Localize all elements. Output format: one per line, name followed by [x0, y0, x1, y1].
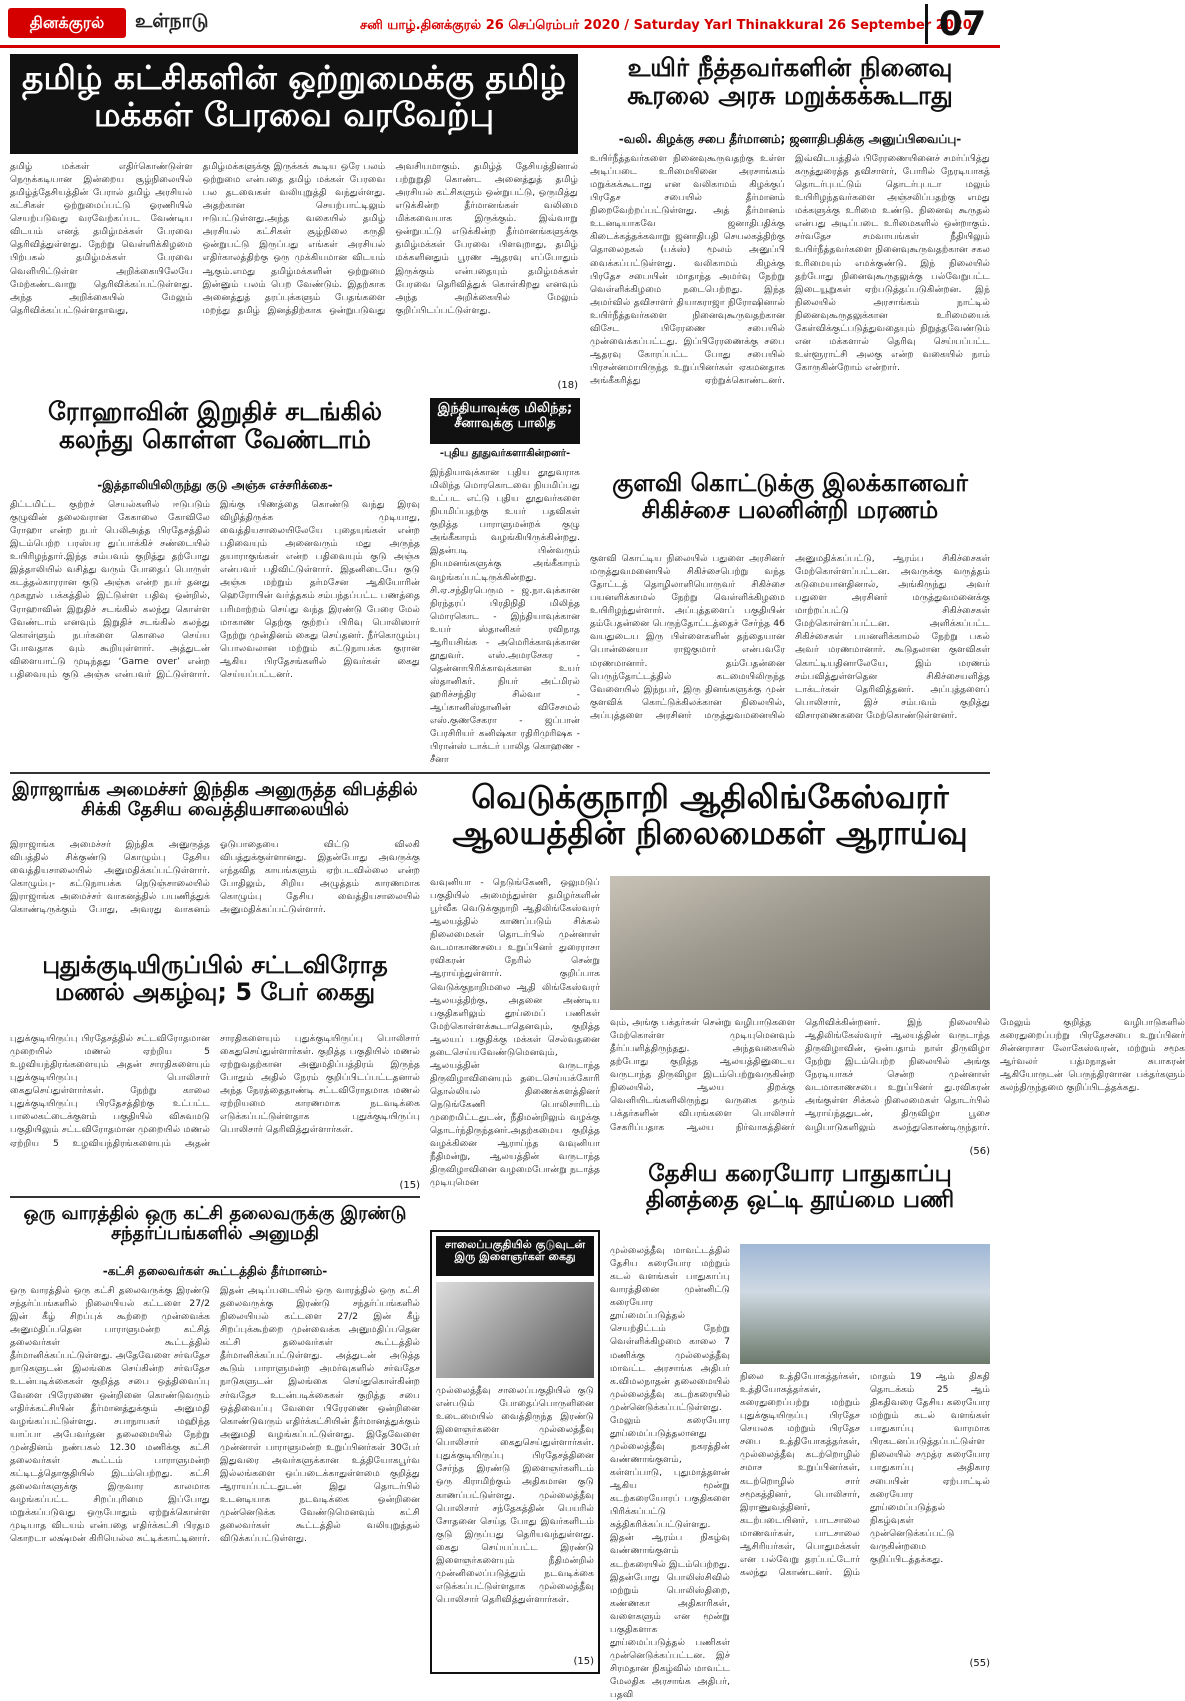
article-ref: (18) — [557, 380, 578, 391]
article-body: இராஜாங்க அமைச்சர் இந்திக அனுருத்த விபத்தில் சிக்குண்டு கொழும்பு தேசிய வைத்தியசாலையில் அனுமதிக்கப்பட்டுள்ளார். கொழும்பு- கட்டுநாயக்க நெடுஞ்சாலையில் இராஜாங்க அமைச்சர் வாகனத்தில் பயணித்துக் கொண்டிருக்கும் போது, அவரது வாகனம் ஓடுபாதையை விட்டு விலகி விபத்துக்குள்ளானது. இதன்போது அவருக்கு எந்தவித காயங்களும் ஏற்படவில்லை என்ற போதிலும், சிறிய அழுத்தம் காரணமாக கொழும்பு தேசிய வைத்தியசாலையில் அனுமதிக்கப்பட்டுள்ளார். — [10, 839, 420, 916]
article-subhead: -கட்சி தலைவர்கள் கூட்டத்தில் தீர்மானம்- — [102, 1264, 328, 1278]
article-body: நிலை உத்தியோகத்தர்கள், உத்தியோகத்தர்கள், கரைதுறைப்பற்று மற்றும் புதுக்குடியிருப்பு பிரதேச செயலக மற்றும் பிரதேச சபை உத்தியோகத்தர்கள், முல்லைத்தீவு கடற்றொழில் சமாச உறுப்பினர்கள், கடற்றொழில் சார் சமூகத்தினர், பொலிசார், இராணுவத்தினர், கடற்படையினர், பாடசாலை மாணவர்கள், பாடசாலை ஆசிரியர்கள், பொதுமக்கள் என பல்வேறு தரப்பட்டோர் கலந்து கொண்டனர். இம் மாதம் 19 ஆம் திகதி தொடக்கம் 25 ஆம் திகதிவரை தேசிய கரையோர மற்றும் கடல் வளங்கள் பாதுகாப்பு வாரமாக பிரகடனப்படுத்தப்பட்டுள்ள நிலையில் சமுத்ர கரையோர பாதுகாப்பு அதிகார சபையின் ஏற்பாட்டில் கரையோர தூய்மைப்படுத்தல் நிகழ்வுகள் முன்னெடுக்கப்பட்டு வருகின்றமை குறிப்பிடத்தக்கது. — [740, 1371, 990, 1578]
article-body: இந்தியாவுக்கான புதிய தூதுவராக மிலிந்த மொரகொடவை நியமிப்பது உட்பட எட்டு புதிய தூதுவர்களை நியமிப்பதற்கு உயர் பதவிகள் குறித்த பாராளுமன்றக் குழு அங்கீகாரம் வழங்கியிருக்கின்றது. இதன்படி பின்வரும் நியமனங்களுக்கு அங்கீகாரம் வழங்கப்பட்டிருக்கின்றது. சி.ஏ.சந்திரபெரும - ஜ.நா.வுக்கான நிரந்தரப் பிரதிநிதி மிலிந்த மொரகொட - இந்தியாவுக்கான உயர் ஸ்தானிகர் ரவிநாத ஆரியசிங்க - அமெரிக்காவுக்கான தூதுவர். எஸ்.அமரசேகர - தென்னாபிரிக்காவுக்கான உயர் ஸ்தானிகர். நியர் அட்மிரல் ஹரிச்சந்திர சில்வா - ஆப்கானிஸ்தானின் விசேசமல் எஸ்.குணசேகரா - ஜப்பான் பேரசிரியர் கனிஷ்கா ரதிரிமுரிஷக - பிரான்ஸ் டாக்டர் பாலித கொஹண - சீனா — [430, 467, 580, 766]
article-ref: (15) — [399, 1180, 420, 1191]
article-headline: தமிழ் கட்சிகளின் ஒற்றுமைக்கு தமிழ் மக்கள் பேரவை வரவேற்பு — [10, 54, 578, 154]
article-body: வும், அங்கு பக்தர்கள் சென்று வழிபாடுகளை மேற்கொள்ள முடியுமெனவும் தீர்ப்பளித்திருந்தது. அந்தவகையில் தற்போது குறித்த ஆலயத்தினுடைய வருடாந்த திருவிழா இடம்பெற்றுவருகின்ற நிலையில், ஆலய திறக்கு வெளியிடங்களிலிருந்து வருகை தரும் பக்தர்களின் விபரங்களை பொலிசார் சேகரிப்பதாக ஆலய நிர்வாகத்தினர் தெரிவிக்கின்றனர். இந் நிலையில் ஆதிலிங்கேஸ்வரர் ஆலயத்தின் வருடாந்த திருவிழாவின், ஒன்பதாம் நாள் திருவிழா நேற்று இடம்பெற்ற நிலையில் அங்கு நேரடியாகச் சென்ற முன்னாள் வடமாகாணசபை உறுப்பினர் து.ரவிகரன் அங்குள்ள சிக்கல் நிலைமைகள் தொடர்பில் ஆராய்ந்ததுடன், திருவிழா பூசை வழிபாடுகளிலும் கலந்துகொண்டிருந்தார். மேலும் குறித்த வழிபாடுகளில் கரைதுறைப்பற்று பிரதேசசபை உறுப்பினர் சின்னராசா லோகேஸ்வரன், மற்றும் சமூக ஆர்வலர் பத்மநாதன் சுபாகரன் ஆகியோருடன் பெருந்திரளான பக்தர்களும் கலந்திருந்தமை குறிப்பிடத்தக்கது. — [610, 1017, 1185, 1133]
article-headline: இராஜாங்க அமைச்சர் இந்திக அனுருத்த விபத்தில் சிக்கி தேசிய வைத்தியசாலையில் — [12, 779, 418, 821]
article-headline: தேசிய கரையோர பாதுகாப்பு தினத்தை ஒட்டி தூய்மை பணி — [645, 1161, 955, 1213]
article-body: ஒரு வாரத்தில் ஒரு கட்சி தலைவருக்கு இரண்டு சந்தர்ப்பங்களில் நிலையியல் கட்டளை 27/2 இன் கீழ் சிறப்புக் கூற்றை முன்வைக்க அனுமதிப்பதென பாராளுமன்ற கட்சித் தலைவர்கள் கூட்டத்தில் தீர்மானிக்கப்பட்டுள்ளது. அதேவேளை சர்வதேச நாடுகளுடன் இலங்கை செய்கின்ற சர்வதேச உடன்படிக்கைகள் குறித்த சபை ஒத்திவைப்பு வேளை பிரேரணை ஒன்றினை கொண்டுவரும் எதிர்க்கட்சியின் தீர்மானத்துக்கும் அனுமதி வழங்கப்பட்டுள்ளது. சபாநாயகர் மஹிந்த யாப்பா அபேவர்தன தலைமையில் நேற்று முன்தினம் நண்பகல் 12.30 மணிக்கு கட்சி தலைவர்கள் கூட்டம் பாராளுமன்ற கட்டிடத்தொகுதியில் இடம்பெற்றது. கட்சி தலைவர்களுக்கு இருவார காலமாக வழங்கப்பட்ட சிறப்புரிமை இப்போது மறுக்கப்படுவது ஒருபோதும் ஏற்றுக்கொள்ள முடியாத விடயம் என்பதை எதிர்க்கட்சி பிரதம கொறடா லக்ஷ்மன் கிரியெல்ல சுட்டிக்காட்டினார். இதன் அடிப்படையில் ஒரு வாரத்தில் ஒரு கட்சி தலைவருக்கு இரண்டு சந்தர்ப்பங்களில் நிலையியல் கட்டளை 27/2 இன் கீழ் சிறப்புக்கூற்றை முன்வைக்க அனுமதிப்பதென கட்சி தலைவர்கள் கூட்டத்தில் தீர்மானிக்கப்பட்டுள்ளது. அத்துடன் அடுத்த கூடும் பாராளுமன்ற அமர்வுகளில் சர்வதேச நாடுகளுடன் இலங்கை செய்துகொள்கின்ற சர்வதேச உடன்படிக்கைகள் குறித்த சபை ஒத்திவைப்பு வேளை பிரேரணை ஒன்றினை கொண்டுவரும் எதிர்க்கட்சியின் தீர்மானத்துக்கும் அனுமதி வழங்கப்பட்டுள்ளது. இதேவேளை முன்னாள் பாராளுமன்ற உறுப்பினர்கள் 30பேர் இதுவரை அவர்களுக்கான உத்தியோகபூர்வ இல்லங்களை ஒப்படைக்காதுள்ளமை குறித்து ஆராயப்பட்டதுடன் இது தொடர்பில் உடனடியாக நடவடிக்கை ஒன்றினை முன்னெடுக்க வேண்டுமெனவும் கட்சி தலைவர்கள் கூட்டத்தில் வலியுறுத்தல் விடுக்கப்பட்டுள்ளது. — [10, 1285, 420, 1545]
article-body: தமிழ் மக்கள் எதிர்கொண்டுள்ள நெருக்கடியான இன்றைய சூழ்நிலையில் தமிழ்த்தேசியத்தின் பேரால் தமிழ் அரசியல் கட்சிகள் ஒற்றுமைப்பட்டு ஓரணியில் செயற்படுவது வரவேற்கப்பட வேண்டிய விடயம் எனத் தமிழ்மக்கள் பேரவை தெரிவித்துள்ளது. நேற்று வெள்ளிக்கிழமை பிற்பகல் தமிழ்மக்கள் பேரவை வெளியிட்டுள்ள அறிக்கையிலேயே மேற்கண்டவாறு தெரிவிக்கப்பட்டுள்ளது. அந்த அறிக்கையில் மேலும் தெரிவிக்கப்பட்டுள்ளதாவது, தமிழ்மக்களுக்கு இருக்கக் கூடிய ஒரே பலம் ஒற்றுமை என்பதை தமிழ் மக்கள் பேரவை பல தடவைகள் வலியுறுத்தி வந்துள்ளது. அதற்கான செயற்பாட்டிலும் ஈடுபட்டுள்ளது.அந்த வகையில் தமிழ் அரசியல் கட்சிகள் சூழ்நிலை கருதி ஒன்றுபட்டு இருப்பது எங்கள் அரசியல் எதிர்காலத்திற்கு ஒரு முக்கியமான விடயம் ஆகும்.எமது தமிழ்மக்களின் ஒற்றுமை இன்னும் பலம் பெற வேண்டும். இதற்காக அனைத்துத் தரப்புக்களும் பேதங்களை மறந்து தமிழ் இனத்திற்காக ஒன்றுபடுவது அவசியமாகும். தமிழ்த் தேசியத்தினால் பற்றுறுதி கொண்ட அனைத்துத் தமிழ் அரசியல் கட்சிகளும் ஒன்றுபட்டு, ஒருமித்து எடுக்கின்ற தீர்மானங்கள் வலிமை மிக்கவையாக இருக்கும். இவ்வாறு ஒன்றுபட்டு எடுக்கின்ற தீர்மானங்களுக்கு தமிழ்மக்கள் பேரவை பிளவுறாது, தமிழ் மக்களினதும் பூரண ஆதரவு எப்போதும் இருக்கும் என்பதையும் தமிழ்மக்கள் பேரவை தெரிவித்துக் கொள்கிறது எனவும் அந்த அறிக்கையில் மேலும் குறிப்பிடப்பட்டுள்ளது. — [10, 161, 578, 316]
article-body: உயிர்நீத்தவர்களை நினைவுகூருவதற்கு உள்ள அடிப்படை உரிமையினை அரசாங்கம் மறுக்கக்கூடாது என வலிகாமம் கிழக்குப் பிரதேச சபையில் தீர்மானம் நிறைவேற்றப்பட்டுள்ளது. அத் தீர்மானம் உடனடியாகவே ஜனாதிபதிக்கு கிடைக்கத்தக்கவாறு ஜனாதிபதி செயலகத்திற்கு தொலைநகல் (பக்ஸ்) மூலம் அனுப்பி வைக்கப்பட்டுள்ளது. வலிகாமம் கிழக்கு பிரதேச சபையின் மாதாந்த அமர்வு நேற்று வெள்ளிக்கிழமை நடைபெற்றது. இந்த அமர்வில் தவிசாளர் தியாகராஜா நிரோஷினால் உயிர்நீத்தவர்களை நினைவுகூருவதற்கான விசேட பிரேரணை சபையில் முன்வைக்கப்பட்டது. இப்பிரேரணைக்கு சபை ஆதரவு கோரப்பட்ட போது சபையில் பிரசன்னமாயிருந்த உறுப்பினர்கள் ஏகமனதாக அங்கீகரித்து ஏற்றுக்கொண்டனர். இவ்விடயத்தில் பிரேரணையினைச் சமர்ப்பித்து கருத்துரைத்த தவிசாளர், போரில் நேரடியாகத் தொடர்புபட்டும் தொடர்புபடா மலும் உயிரிழந்தவர்களை அஞ்சலிப்பதற்கு எமது மக்களுக்கு உரிமை உண்டு. நினைவு கூருதல் என்பது அடிப்படை உரிமைகளில் ஒன்றாகும். சர்வதேச சமவாயங்கள் நீதியிலும் உயிர்நீத்தவர்களை நினைவுகூருவதற்கான சகல உரிமையும் எமக்குண்டு. இந் நிலையில் தற்போது நினைவுகூருதலுக்கு பல்வேறுபட்ட இடையூறுகள் ஏற்படுத்தப்படுகின்றன. இந் நிலையில் அரசாங்கம் நாட்டில் நினைவுகூருதலுக்கான உரிமையைக் கேள்விக்குட்படுத்துவதையும் நிறுத்தவேண்டும் என மக்களால் தெரிவு செய்யப்பட்ட உள்ளூராட்சி அலகு என்ற வகையில் நாம் கோருகின்றோம் என்றார். — [590, 153, 990, 387]
article-ref: (56) — [969, 1146, 990, 1157]
article-body: புதுக்குடியிருப்பு பிரதேசத்தில் சட்டவிரோதமான முறையில் மணல் ஏற்றிய 5 உழவியந்திரங்களையும் அதன் சாரதிகளையும் புதுக்குடியிருப்பு பொலிசார் கைதுசெய்துள்ளார்கள். நேற்று காலை புதுக்குடியிருப்பு பிரதேசத்திற்கு உட்பட்ட பாலைகட்டைக்குளம் பகுதியில் விசுவமடு பகுதியிலும் சட்டவிரோதமான முறையில் மணல் ஏற்றிய 5 உழவியந்திரங்களையும் அதன் சாரதிகளையும் புதுக்குடியிருப்பு பொலிசார் கைதுசெய்துள்ளார்கள். குறித்த பகுதியில் மணல் ஏற்றுவதற்கான அனுமதிப்பத்திரம் இருந்த போதும் அதில் நேரம் குறிப்பிடப்பட்டதனால் அந்த நேரத்தைதாண்டி சட்டவிரோதமாக மணல் ஏற்றியமை காரணமாக நடவடிக்கை எடுக்கப்பட்டுள்ளதாக புதுக்குடியிருப்பு பொலிசார் தெரிவித்துள்ளார்கள். — [10, 1033, 420, 1149]
article-subhead: -இத்தாலியிலிருந்து குடு அஞ்சு எச்சரிக்கை- — [97, 478, 333, 492]
article-headline: ரோஹாவின் இறுதிச் சடங்கில் கலந்து கொள்ள வேண்டாம் — [48, 397, 382, 454]
dateline: சனி யாழ்.தினக்குரல் 26 செப்ரெம்பர் 2020 / Saturday Yarl Thinakkural 26 September 2020 — [360, 18, 972, 33]
article-headline: உயிர் நீத்தவர்களின் நினைவு கூரலை அரசு மறுக்கக்கூடாது — [627, 53, 953, 110]
photo-beach-cleanup — [740, 1244, 990, 1364]
article-subhead: -புதிய தூதுவர்களாகின்றனர்- — [439, 448, 571, 459]
article-body: குளவி கொட்டிய நிலையில் பதுளை அரசினர் மருத்துவமனையில் சிகிச்சைபெற்று வந்த தோட்டத் தொழிலாளியொருவர் சிகிச்சை பயனளிக்காமல் நேற்று வெள்ளிக்கிழமை உயிரிழந்துள்ளார். அப்புத்தளைப் பகுதியின் தம்பேதன்னை பெருந்தோட்டத்தைச் சேர்ந்த 46 வயதுடைய இரு பிள்ளைகளின் தந்தையான பொன்னையா ராஜகுமார் என்பவரே மரணமானார். தம்பேதன்னை பெருந்தோட்டத்தில் கடமையிலிருந்த வேளையில் இந்நபர், இரு தினங்களுக்கு முன் குளவிக் கொட்டுக்கிலக்கான நிலையில், அப்புத்தளை அரசினர் மருத்துவமனையில் அனுமதிக்கப்பட்டு, ஆரம்ப சிகிச்சைகள் மேற்கொள்ளப்பட்டன. அவருக்கு வருத்தம் கடுமையானதினால், அங்கிருந்து அவர் பதுளை அரசினர் மருத்துவமனைக்கு மாற்றப்பட்டு சிகிச்சைகள் மேற்கொள்ளப்பட்டன. அளிக்கப்பட்ட சிகிச்சைகள் பயனளிக்காமல் நேற்று பகல் அவர் மரணமானார். கூடுதலான குளவிகள் கொட்டியதினாலேயே, இம் மரணம் சம்பவித்துள்ளதென சிகிச்சையளித்த டாக்டர்கள் தெரிவித்தனர். அப்புத்தளைப் பொலிசார், இச் சம்பவம் குறித்து விசாரணைகளை மேற்கொண்டுள்ளனர். — [590, 553, 990, 721]
divider — [10, 1196, 420, 1198]
article-body: வவுனியா - நெடுங்கேணி, ஒலுமடுப் பகுதியில் அமைந்துள்ள தமிழர்களின் பூர்வீக வெடுக்குநாறி ஆதிலிங்கேஸ்வரர் ஆலயத்தில் காணப்படும் சிக்கல் நிலைமைகள் தொடர்பில் முன்னாள் வடமாகாணசபை உறுப்பினர் துரைராசா ரவிகரன் நேரில் சென்று ஆராய்ந்துள்ளார். குறிப்பாக வெடுக்குநாறிமலை ஆதி லிங்கேஸ்வரர் ஆலயத்திற்கு, அதனை அண்டிய பகுதிகளிலும் தூய்மைப் பணிகள் மேற்கொள்ளக்கூடாதெனவும், குறித்த ஆலயப் பகுதிக்கு மக்கள் செல்வதனை தடைசெய்யவேண்டுமெனவும், ஆலயத்தின் வருடாந்த திருவிழாவினையும் தடைசெய்யக்கோரி தொல்லியல் திணைக்களத்தினர் நெடுங்கேணி பொலிசாரிடம் முறைமிட்டதுடன், நீதிமன்றிலும் வழக்கு தொடர்ந்திருந்தனர்.அதற்கமைய குறித்த வழக்கினை ஆராய்ந்த வவுனியா நீதிமன்று, ஆலயத்தின் வருடாந்த திருவிழாவினை வழமைபோன்று நடாத்த முடியுமென — [430, 877, 600, 1189]
article-body: திட்டமிட்ட குற்றச் செயல்களில் ஈடுபடும் குழுவின் தலைவரான கேகாலை கோவிலே ரோஹா என்ற நபர் பெலிஅத்த பிரதேசத்தில் இடம்பெற்ற பரஸ்பர துப்பாக்கிச் சண்டையில் உயிரிழந்தார்.இந்த சம்பவம் குறித்து தற்போது இத்தாலியில் வசித்து வரும் போதைப் பொருள் கடத்தல்காரரான குடு அஞ்சு என்ற நபர் தனது முகநூல் பக்கத்தில் இட்டுள்ள பதிவு ஒன்றில், ரோஹாவின் இறுதிச் சடங்கில் கலந்து கொள்ள வேண்டாம் எனவும் இறுதிச் சடங்கில் கலந்து கொள்ளும் நபர்களை கொலை செய்ய போவதாக வும் கூறியுள்ளார். அத்துடன் விளையாட்டு முடிந்தது ‘Game over’ என்ற பதிவையும் குடு அஞ்சு என்பவர் இட்டுள்ளார். இங்கு பிணத்தை கொண்டு வந்து இரவு விழித்திருக்க முடியாது, வைத்தியசாலையிலேயே புதையுங்கள் என்ற பதிவையும் அனைவரும் மது அருந்த தயாராகுங்கள் என்ற பதிவையும் குடு அஞ்சு என்பவர் பதிவிட்டுள்ளார். இதனிடையே குடு அஞ்சு மற்றும் தர்மசேன ஆகியோரின் ஹெரோயின் வர்த்தகம் சம்பந்தப்பட்ட பணத்தை பரிமாற்றம் செய்து வந்த இரண்டு பேரை மேல் மாகாண தெற்கு குற்றப் பிரிவு பொலிஸார் நேற்று முன்தினம் கைது செய்தனர். நீர்கொழும்பு பொலவலான மற்றும் கட்டுநாயக்க குரான ஆகிய பிரதேசங்களில் இவர்கள் கைது செய்யப்பட்டனர். — [10, 499, 420, 680]
article-body: முல்லைத்தீவு சாலைப்பகுதியில் குடு என்படும் போதைப்பொருளினை உடைமையில் வைத்திருந்த இரண்டு இளைஞர்களை முல்லைத்தீவு பொலிசார் கைதுசெய்துள்ளார்கள். புதுக்குடியிருப்பு பிரதேசத்தினை சேர்ந்த இரண்டு இளைஞர்களிடம் ஒரு கிராமிற்கும் அதிகமான குடு காணப்பட்டுள்ளது. முல்லைத்தீவு பொலிசார் சந்தேகத்தின் பெயரில் சோதனை செய்த போது இவர்களிடம் குடு இருப்பது தெரியவந்துள்ளது. கைது செய்யப்பட்ட இரண்டு இளைஞர்களையும் நீதிமன்றில் முன்னிலைப்படுத்தும் நடவடிக்கை எடுக்கப்பட்டுள்ளதாக முல்லைத்தீவு பொலிசார் தெரிவித்துள்ளார்கள். — [436, 1385, 594, 1605]
article-ref: (55) — [969, 1658, 990, 1669]
photo-handcuffs — [436, 1282, 594, 1378]
divider — [10, 772, 990, 774]
article-headline: குளவி கொட்டுக்கு இலக்கானவர் சிகிச்சை பலனின்றி மரணம் — [612, 469, 968, 524]
article-subhead: -வலி. கிழக்கு சபை தீர்மானம்; ஜனாதிபதிக்கு அனுப்பிவைப்பு- — [618, 132, 962, 146]
article-headline: புதுக்குடியிருப்பில் சட்டவிரோத மணல் அகழ்வு; 5 பேர் கைது — [42, 951, 388, 1006]
photo-temple-visit — [610, 876, 990, 1010]
article-headline: ஒரு வாரத்தில் ஒரு கட்சி தலைவருக்கு இரண்டு சந்தர்ப்பங்களில் அனுமதி — [23, 1203, 407, 1245]
section-name: உள்நாடு — [135, 10, 209, 32]
newspaper-logo: தினக்குரல் — [8, 8, 126, 38]
article-body: முல்லைத்தீவு மாவட்டத்தில் தேசிய கரையோர மற்றும் கடல் வளங்கள் பாதுகாப்பு வாரத்தினை முன்னிட்டு கரையோர தூய்மைப்படுத்தல் செயற்திட்டம் நேற்று வெள்ளிக்கிழமை காலை 7 மணிக்கு முல்லைத்தீவு மாவட்ட அரசாங்க அதிபர் க.விமலநாதன் தலைமையில் முல்லைத்தீவு கடற்கரையில் முன்னெடுக்கப்பட்டுள்ளது. மேலும் கரையோர தூய்மைப்படுத்தலானது முல்லைத்தீவு நகரத்தின் வண்ணாங்குளம், கள்ளப்பாடு, புதுமாத்தளன் ஆகிய மூன்று கடற்கரையோரப் பகுதிகளை பிரிக்கப்பட்டு சுத்திகரிக்கப்பட்டுள்ளது. இதன் ஆரம்ப நிகழ்வு வண்ணாங்குளம் கடற்கரையில் இடம்பெற்றது. இதன்போது பொலிஸ்சிவில் மற்றும் பொலிஸ்திறை, கண்ணகா அதிகாரிகள், வளைகளும் என மூன்று பகுதிகளாக தூய்மைப்படுத்தல் பணிகள் முன்னெடுக்கப்பட்டன. இச் சிரமதான நிகழ்வில் மாவட்ட மேலதிக அரசாங்க அதிபர், பதவி — [610, 1245, 730, 1701]
article-headline: வெடுக்குநாறி ஆதிலிங்கேஸ்வரர் ஆலயத்தின் நிலைமைகள் ஆராய்வு — [452, 778, 968, 852]
page-number: 07 — [925, 4, 997, 44]
article-headline: சாலைப்பகுதியில் குடுவுடன் இரு இளைஞர்கள் கைது — [436, 1236, 594, 1276]
article-headline: இந்தியாவுக்கு மிலிந்த; சீனாவுக்கு பாலித — [430, 398, 580, 444]
article-ref: (15) — [573, 1656, 594, 1667]
